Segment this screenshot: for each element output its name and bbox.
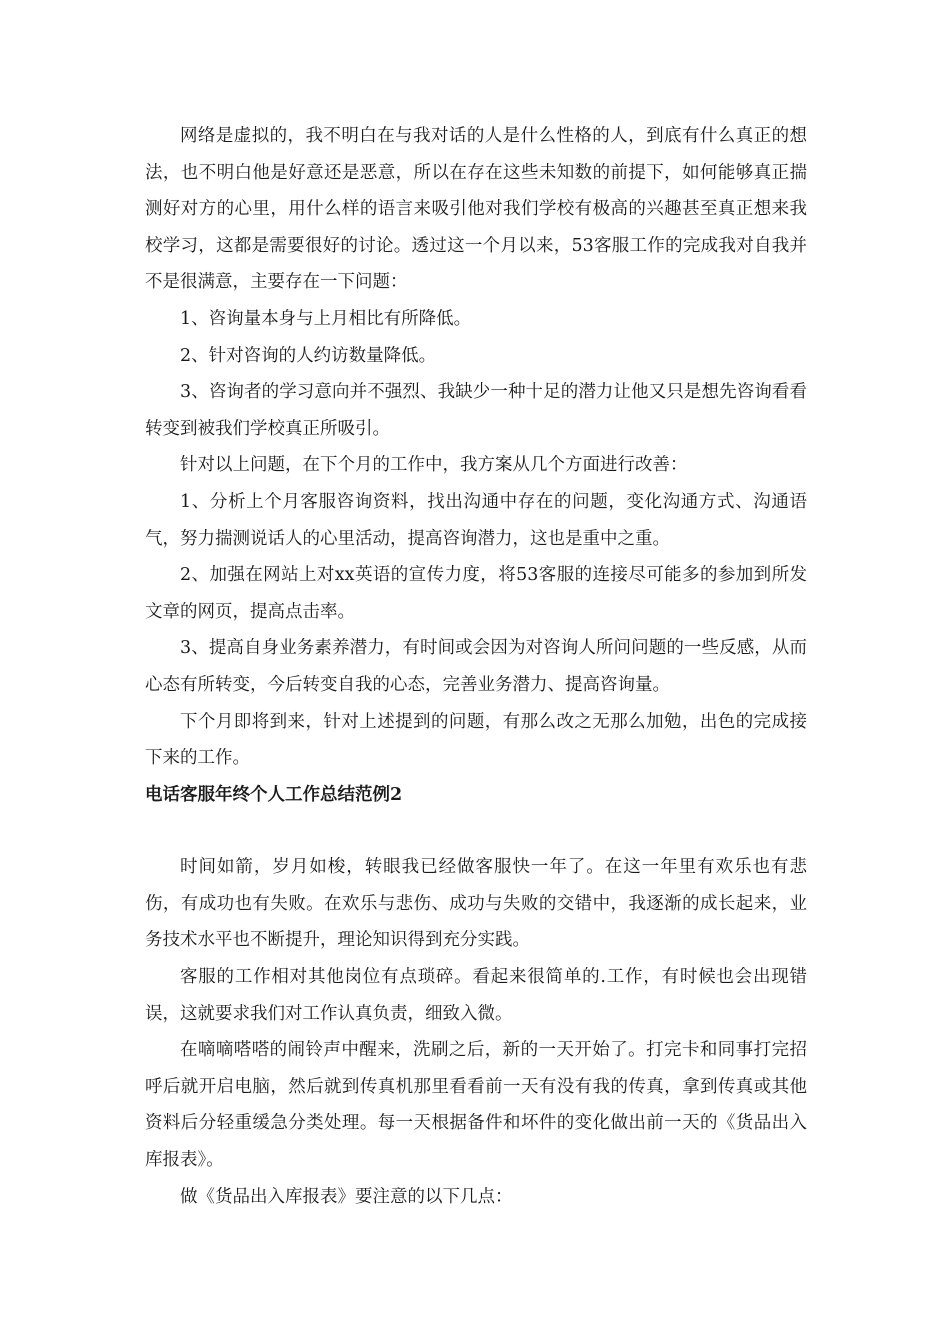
spacer xyxy=(145,813,807,849)
section-2 xyxy=(145,849,807,1215)
list-item: 3、提高自身业务素养潜力，有时间或会因为对咨询人所问问题的一些反感，从而心态有所转变，今后转变自我的心态，完善业务潜力、提高咨询量。 xyxy=(145,638,807,695)
section-heading: 电话客服年终个人工作总结范例2 xyxy=(145,784,403,805)
list-item: 3、咨询者的学习意向并不强烈、我缺少一种十足的潜力让他又只是想先咨询看看转变到被我们学校真正所吸引。 xyxy=(145,382,807,439)
list-item: 2、加强在网站上对xx英语的宣传力度，将53客服的连接尽可能多的参加到所发文章的网页，提高点击率。 xyxy=(145,565,807,622)
paragraph: 在嘀嘀嗒嗒的闹铃声中醒来，洗刷之后，新的一天开始了。打完卡和同事打完招呼后就开启电脑，然后就到传真机那里看看前一天有没有我的传真，拿到传真或其他资料后分轻重缓急分类处理。每一天根据备件和坏件的变化做出前一天的《货品出入库报表》。 xyxy=(145,1040,807,1171)
section-1 xyxy=(145,118,807,777)
list-item: 1、分析上个月客服咨询资料，找出沟通中存在的问题，变化沟通方式、沟通语气，努力揣测说话人的心里活动，提高咨询潜力，这也是重中之重。 xyxy=(145,491,807,549)
paragraph: 时间如箭，岁月如梭，转眼我已经做客服快一年了。在这一年里有欢乐也有悲伤，有成功也有失败。在欢乐与悲伤、成功与失败的交错中，我逐渐的成长起来，业务技术水平也不断提升，理论知识得到充分实践。 xyxy=(145,857,807,951)
paragraph: 做《货品出入库报表》要注意的以下几点： xyxy=(180,1186,513,1207)
list-item: 1、咨询量本身与上月相比有所降低。 xyxy=(180,308,472,329)
paragraph: 针对以上问题，在下个月的工作中，我方案从几个方面进行改善： xyxy=(180,455,688,476)
paragraph: 客服的工作相对其他岗位有点琐碎。看起来很简单的.工作，有时候也会出现错误，这就要求我们对工作认真负责，细致入微。 xyxy=(145,967,807,1024)
list-item: 2、针对咨询的人约访数量降低。 xyxy=(180,345,437,366)
document-page xyxy=(145,118,807,1215)
paragraph: 网络是虚拟的，我不明白在与我对话的人是什么性格的人，到底有什么真正的想法，也不明白他是好意还是恶意，所以在存在这些未知数的前提下，如何能够真正揣测好对方的心里，用什么样的语言来吸引他对我们学校有极高的兴趣甚至真正想来我校学习，这都是需要很好的讨论。透过这一个月以来，53客服工作的完成我对自我并不是很满意，主要存在一下问题： xyxy=(145,126,807,293)
paragraph: 下个月即将到来，针对上述提到的问题，有那么改之无那么加勉，出色的完成接下来的工作。 xyxy=(145,711,807,769)
